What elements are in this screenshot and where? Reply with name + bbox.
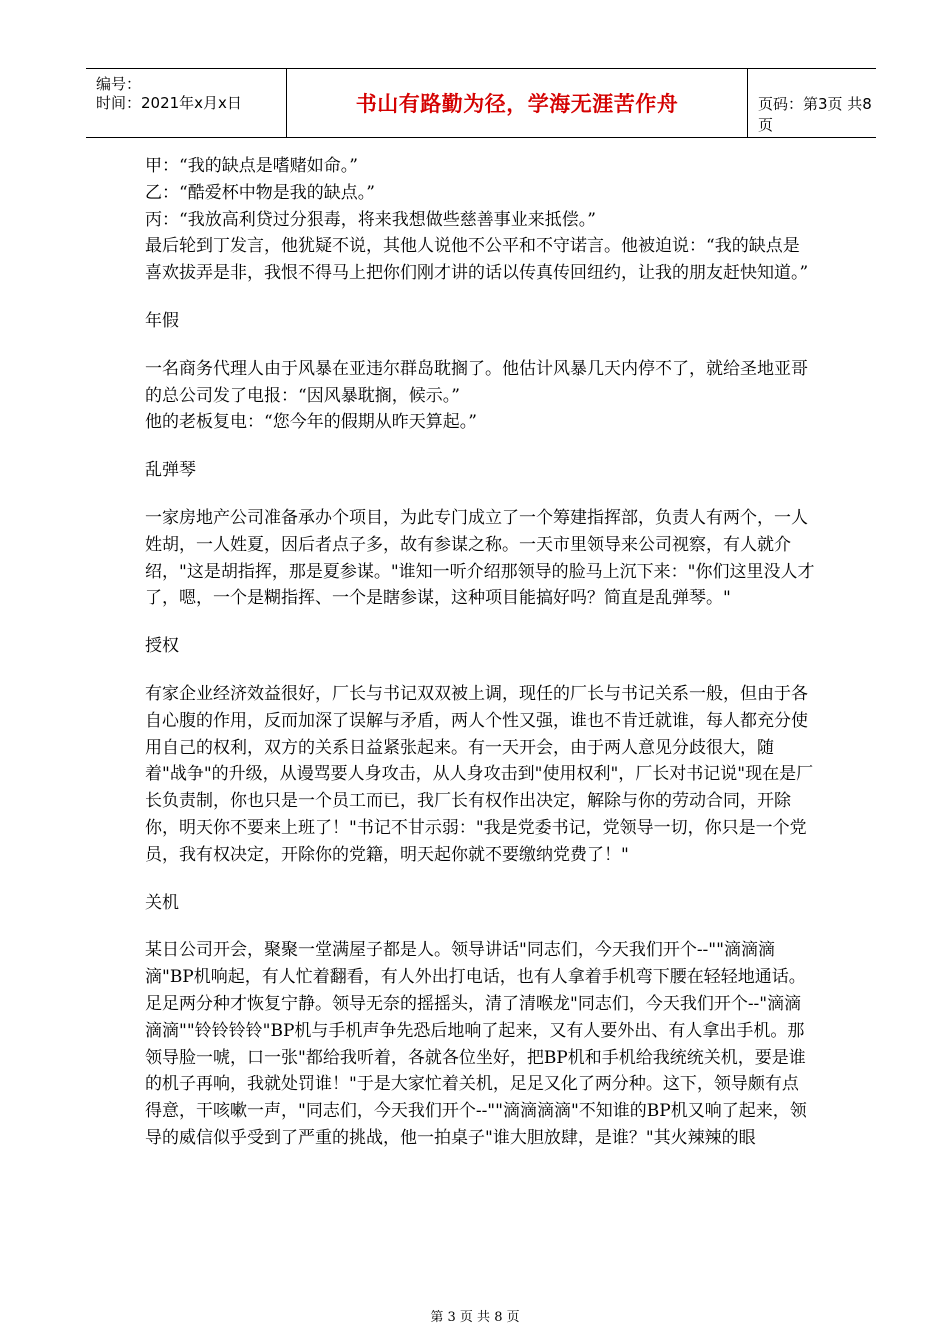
- paragraph-gap: [145, 335, 815, 356]
- paragraph: 丙：“我放高利贷过分狠毒，将来我想做些慈善事业来抵偿。”: [145, 209, 596, 230]
- paragraph-gap: [145, 660, 815, 681]
- paragraph-gap: [145, 484, 815, 505]
- paragraph-gap: [145, 436, 815, 457]
- page-header: [86, 68, 876, 138]
- paragraph: 一名商务代理人由于风暴在亚违尔群岛耽搁了。他估计风暴几天内停不了，就给圣地亚哥的总公司发了电报：“因风暴耽搁，候示。”: [145, 358, 808, 406]
- paragraph: 乙：“酷爱杯中物是我的缺点。”: [145, 182, 375, 203]
- paragraph: 有家企业经济效益很好，厂长与书记双双被上调，现任的厂长与书记关系一般，但由于各自心腹的作用，反而加深了误解与矛盾，两人个性又强，谁也不肯迁就谁，每人都充分使用自己的权利，双方的关系日益紧张起来。有一天开会，由于两人意见分歧很大，随着"战争"的升级，从谩骂要人身攻击，从人身攻击到"使用权利"，厂长对书记说"现在是厂长负责制，你也只是一个员工而已，我厂长有权作出决定，解除与你的劳动合同，开除你，明天你不要来上班了！"书记不甘示弱："我是党委书记，党领导一切，你只是一个党员，我有权决定，开除你的党籍，明天起你就不要缴纳党费了！": [145, 683, 814, 865]
- paragraph-gap: [145, 869, 815, 890]
- page-footer: 第 3 页 共 8 页: [430, 1310, 520, 1325]
- paragraph: 最后轮到丁发言，他犹疑不说，其他人说他不公平和不守诺言。他被迫说：“我的缺点是喜欢拔弄是非，我恨不得马上把你们刚才讲的话以传真传回纽约，让我的朋友赶快知道。”: [145, 236, 809, 284]
- section-title: 年假: [145, 310, 179, 331]
- motto-text: 书山有路勤为径，学海无涯苦作舟: [355, 92, 679, 116]
- paragraph: 一家房地产公司准备承办个项目，为此专门成立了一个筹建指挥部，负责人有两个，一人姓胡，一人姓夏，因后者点子多，故有参谋之称。一天市里领导来公司视察，有人就介绍，"这是胡指挥，那是夏参谋。"谁知一听介绍那领导的脸马上沉下来："你们这里没人才了，嗯，一个是糊指挥、一个是瞎参谋，这种项目能搞好吗？简直是乱弹琴。": [145, 507, 815, 609]
- header-meta: [86, 69, 286, 137]
- number-label: 编号：: [96, 75, 142, 93]
- section-title: 乱弹琴: [145, 460, 196, 481]
- section-title: 授权: [145, 636, 179, 657]
- section-title: 关机: [145, 892, 179, 913]
- document-body: [145, 153, 815, 1152]
- paragraph: 甲：“我的缺点是嗜赌如命。”: [145, 156, 358, 176]
- paragraph-gap: [145, 287, 815, 308]
- page-number-label: 页码：第3页 共8页: [758, 95, 872, 134]
- paragraph: 某日公司开会，聚聚一堂满屋子都是人。领导讲话"同志们，今天我们开个--""滴滴滴滴"BP机响起，有人忙着翻看，有人外出打电话，也有人拿着手机弯下腰在轻轻地通话。足足两分种才恢复宁静。领导无奈的摇摇头，清了清喉龙"同志们，今天我们开个--"滴滴滴滴""铃铃铃铃"BP机与手机声争先恐后地响了起来，又有人要外出、有人拿出手机。那领导脸一唬，口一张"都给我听着，各就各位坐好，把BP机和手机给我统统关机，要是谁的机子再响，我就处罚谁！"于是大家忙着关机，足足又化了两分种。这下，领导颇有点得意，干咳嗽一声，"同志们，今天我们开个--""滴滴滴滴"不知谁的BP机又响了起来，领导的威信似乎受到了严重的挑战，他一拍桌子"谁大胆放肆，是谁？"其火辣辣的眼: [145, 940, 807, 1148]
- paragraph-gap: [145, 612, 815, 633]
- header-motto-cell: [286, 69, 748, 137]
- paragraph-gap: [145, 916, 815, 937]
- date-label: 时间：2021年x月x日: [96, 94, 242, 112]
- paragraph: 他的老板复电：“您今年的假期从昨天算起。”: [145, 412, 477, 433]
